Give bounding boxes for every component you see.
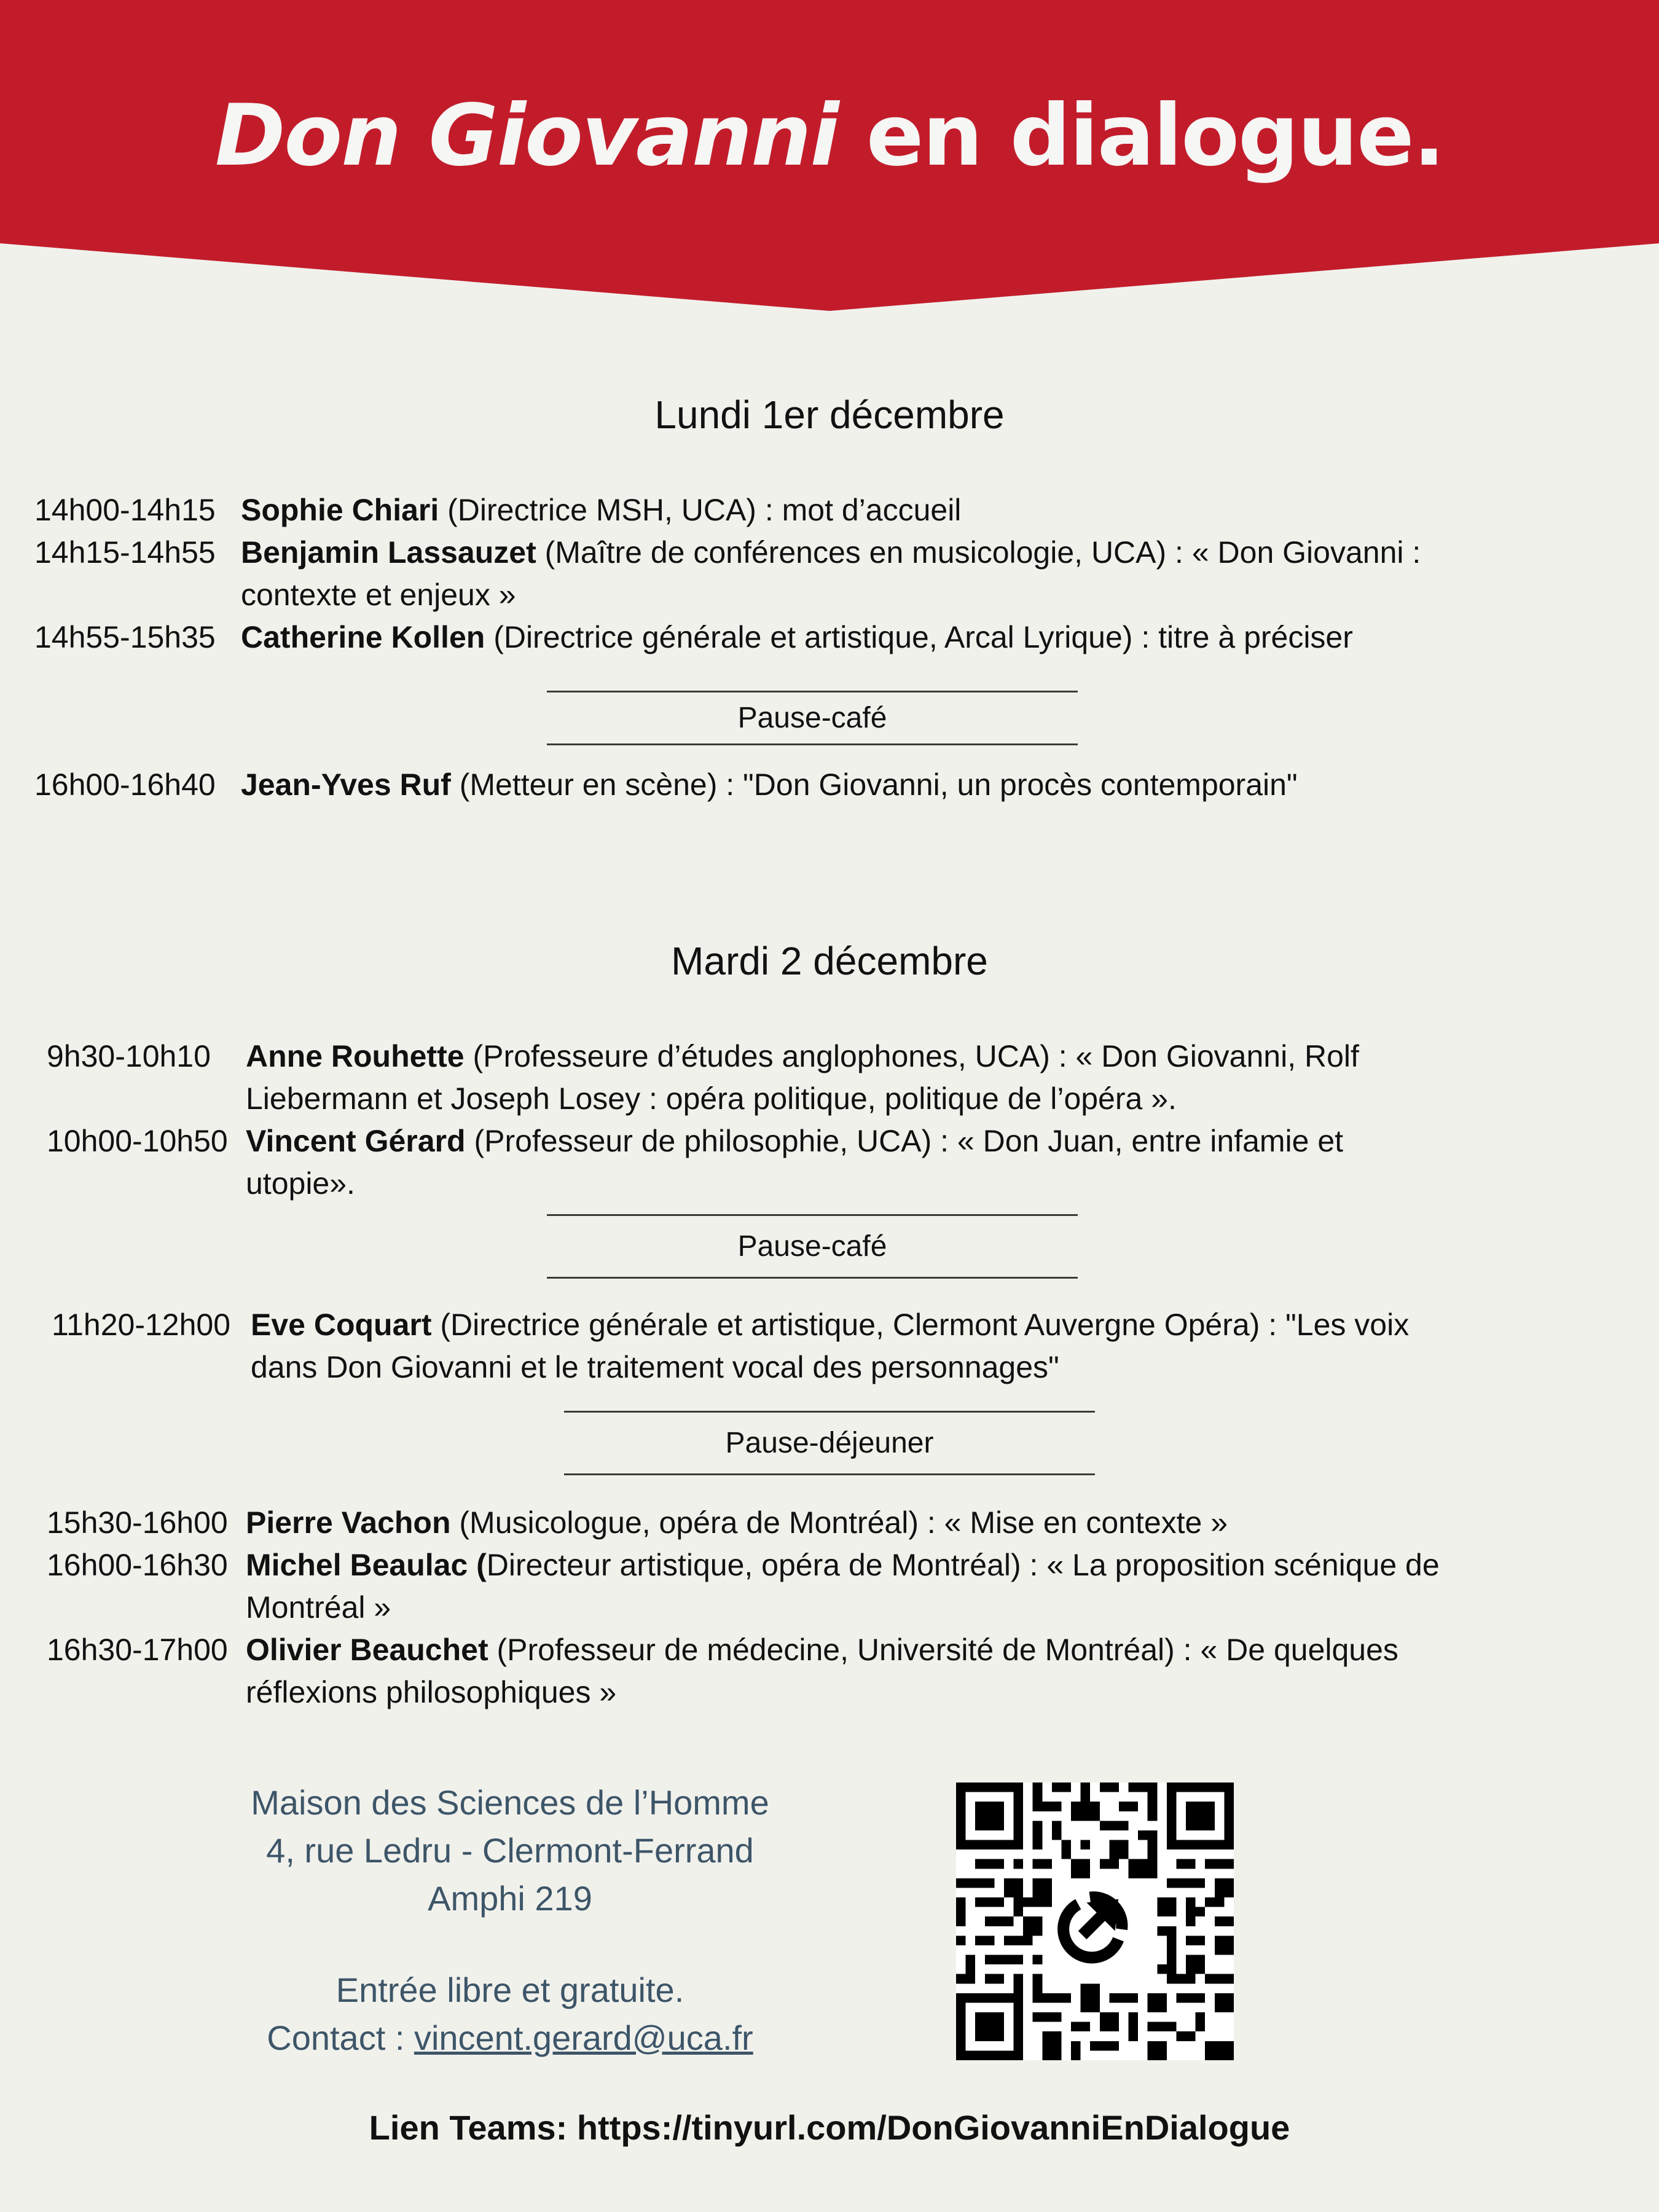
title-rest: en dialogue. bbox=[837, 86, 1445, 185]
venue-address: 4, rue Ledru - Clermont-Ferrand bbox=[266, 1831, 754, 1870]
session-details: (Professeur de médecine, Université de Montréal) : « De quelques réflexions philosophiques » bbox=[246, 1633, 1398, 1709]
speaker-name: Eve Coquart bbox=[251, 1308, 432, 1342]
session-details: (Directrice générale et artistique, Clermont Auvergne Opéra) : "Les voix dans Don Giovanni et le traitement vocal des personnages" bbox=[251, 1308, 1410, 1384]
session-details: (Directrice générale et artistique, Arcal Lyrique) : titre à préciser bbox=[485, 620, 1353, 654]
speaker-name: Jean-Yves Ruf bbox=[241, 767, 451, 802]
day-heading-monday: Lundi 1er décembre bbox=[654, 393, 1005, 437]
session-row bbox=[34, 531, 1470, 616]
speaker-name: Michel Beaulac ( bbox=[246, 1548, 487, 1582]
session-row bbox=[34, 616, 1470, 659]
session-row bbox=[47, 1502, 1475, 1544]
session-row bbox=[47, 1120, 1450, 1205]
page-title bbox=[0, 86, 1659, 185]
divider bbox=[564, 1473, 1095, 1475]
session-details: (Metteur en scène) : "Don Giovanni, un procès contemporain" bbox=[450, 767, 1298, 802]
session-time: 9h30-10h10 bbox=[47, 1039, 211, 1073]
break-coffee-tuesday bbox=[547, 1214, 1078, 1279]
speaker-name: Sophie Chiari bbox=[241, 493, 439, 527]
session-time: 16h30-17h00 bbox=[47, 1633, 228, 1667]
link-arrow-icon bbox=[1053, 1881, 1137, 1964]
day-heading-tuesday: Mardi 2 décembre bbox=[671, 939, 988, 983]
session-row bbox=[34, 764, 1470, 806]
session-row bbox=[52, 1304, 1467, 1389]
venue-name: Maison des Sciences de l’Homme bbox=[251, 1783, 769, 1822]
break-label: Pause-déjeuner bbox=[725, 1427, 934, 1459]
session-time: 14h15-14h55 bbox=[34, 535, 216, 570]
session-details: (Professeure d’études anglophones, UCA) : « Don Giovanni, Rolf Liebermann et Joseph Losey : opéra politique, politique de l’opéra ». bbox=[246, 1039, 1359, 1116]
session-time: 16h00-16h30 bbox=[47, 1548, 228, 1582]
speaker-name: Olivier Beauchet bbox=[246, 1633, 488, 1667]
session-details: Directeur artistique, opéra de Montréal) : « La proposition scénique de Montréal » bbox=[246, 1548, 1440, 1625]
speaker-name: Benjamin Lassauzet bbox=[241, 535, 536, 570]
speaker-name: Catherine Kollen bbox=[241, 620, 485, 654]
speaker-name: Vincent Gérard bbox=[246, 1124, 466, 1158]
break-label: Pause-café bbox=[737, 1230, 887, 1263]
session-time: 15h30-16h00 bbox=[47, 1505, 228, 1540]
break-lunch-tuesday bbox=[564, 1411, 1095, 1475]
session-time: 10h00-10h50 bbox=[47, 1124, 228, 1158]
session-row bbox=[47, 1629, 1475, 1714]
entry-info: Entrée libre et gratuite. bbox=[335, 1971, 684, 2009]
divider bbox=[547, 1277, 1078, 1279]
contact-label: Contact : bbox=[267, 2018, 414, 2057]
session-row bbox=[34, 489, 1470, 531]
speaker-name: Anne Rouhette bbox=[246, 1039, 465, 1073]
header-banner bbox=[0, 0, 1659, 313]
session-row bbox=[47, 1544, 1475, 1629]
session-time: 14h55-15h35 bbox=[34, 620, 216, 654]
session-row bbox=[47, 1035, 1450, 1120]
session-time: 14h00-14h15 bbox=[34, 493, 216, 527]
venue-room: Amphi 219 bbox=[428, 1879, 592, 1918]
session-details: (Professeur de philosophie, UCA) : « Don Juan, entre infamie et utopie». bbox=[246, 1124, 1344, 1201]
session-time: 16h00-16h40 bbox=[34, 767, 216, 802]
break-label: Pause-café bbox=[737, 702, 887, 734]
contact-email-link[interactable]: vincent.gerard@uca.fr bbox=[414, 2018, 753, 2057]
speaker-name: Pierre Vachon bbox=[246, 1505, 451, 1540]
session-details: (Directrice MSH, UCA) : mot d’accueil bbox=[439, 493, 962, 527]
teams-link[interactable]: Lien Teams: https://tinyurl.com/DonGiovanniEnDialogue bbox=[369, 2108, 1290, 2147]
contact-line bbox=[203, 2014, 817, 2062]
venue-block bbox=[203, 1779, 817, 1923]
break-coffee-monday bbox=[547, 691, 1078, 745]
session-details: (Maître de conférences en musicologie, UCA) : « Don Giovanni : contexte et enjeux » bbox=[241, 535, 1421, 612]
divider bbox=[547, 743, 1078, 745]
title-italic: Don Giovanni bbox=[214, 86, 838, 185]
session-time: 11h20-12h00 bbox=[52, 1308, 231, 1342]
contact-block bbox=[203, 1966, 817, 2062]
qr-code[interactable] bbox=[956, 1783, 1234, 2060]
session-details: (Musicologue, opéra de Montréal) : « Mise en contexte » bbox=[450, 1505, 1228, 1540]
